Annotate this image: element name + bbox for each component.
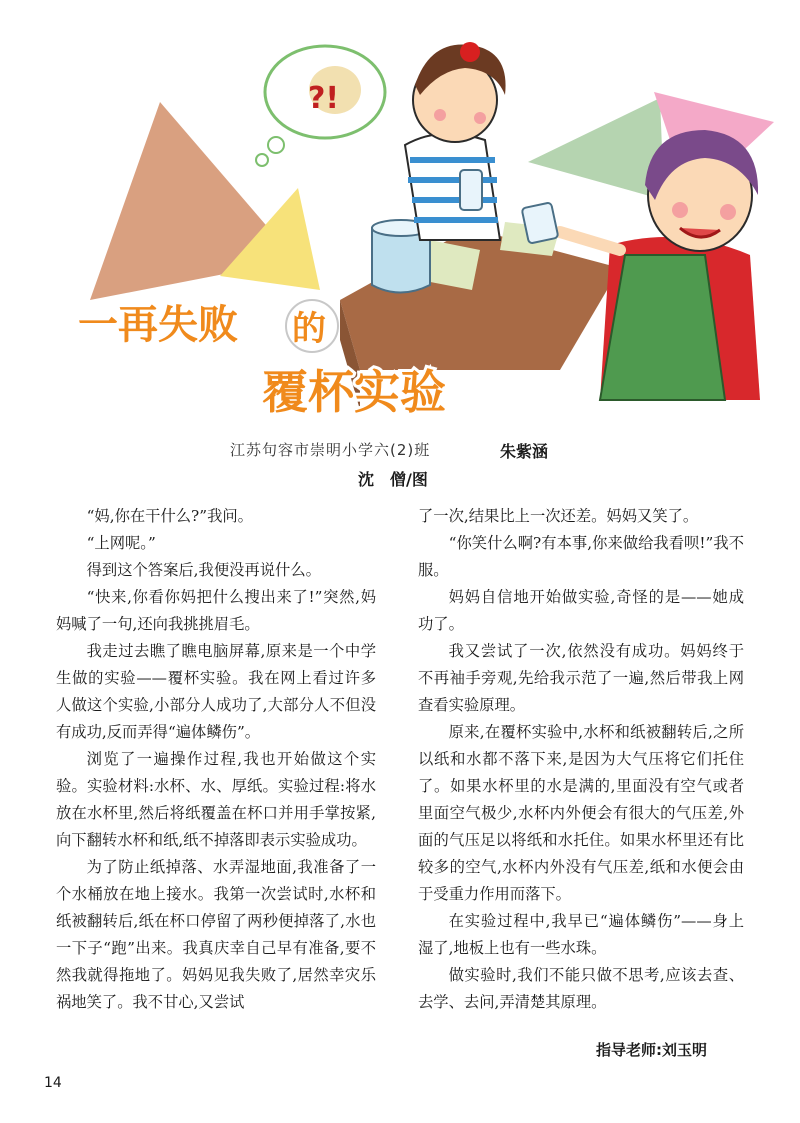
instructor-credit: 指导老师:刘玉明 <box>596 1041 707 1059</box>
paragraph: “快来,你看你妈把什么搜出来了!”突然,妈妈喊了一句,还向我挑挑眉毛。 <box>56 588 376 633</box>
green-triangle <box>528 98 664 200</box>
byline <box>0 437 800 463</box>
paragraph: “上网呢。” <box>86 534 156 552</box>
paragraph: 我走过去瞧了瞧电脑屏幕,原来是一个中学生做的实验——覆杯实验。我在网上看过许多人做这个实验,小部分人成功了,大部分人不但没有成功,反而弄得“遍体鳞伤”。 <box>56 642 376 741</box>
body-left-column <box>56 503 376 1016</box>
title-line1: 一再失败 <box>78 302 238 348</box>
paragraph: “你笑什么啊?有本事,你来做给我看呗!”我不服。 <box>418 534 744 579</box>
thought-bubble <box>256 46 385 166</box>
paragraph: 我又尝试了一次,依然没有成功。妈妈终于不再袖手旁观,先给我示范了一遍,然后带我上网查看实验原理。 <box>418 642 744 714</box>
paragraph: 在实验过程中,我早已“遍体鳞伤”——身上湿了,地板上也有一些水珠。 <box>418 912 744 957</box>
paragraph: 妈妈自信地开始做实验,奇怪的是——她成功了。 <box>418 588 744 633</box>
paragraph: 为了防止纸掉落、水弄湿地面,我准备了一个水桶放在地上接水。我第一次尝试时,水杯和纸被翻转后,纸在杯口停留了两秒便掉落了,水也一下子“跑”出来。我真庆幸自己早有准备,要不然我就得拖地了。妈妈见我失败了,居然幸灾乐祸地笑了。我不甘心,又尝试 <box>56 858 376 1011</box>
thought-bubble-text: ?! <box>308 81 340 116</box>
author-school: 江苏句容市崇明小学六(2)班 <box>230 441 431 459</box>
paragraph: 得到这个答案后,我便没再说什么。 <box>86 561 321 579</box>
title-line1-tail: 的 <box>292 309 326 349</box>
title-line2: 覆杯实验 <box>262 365 446 419</box>
page-number: 14 <box>44 1075 62 1091</box>
header-illustration <box>0 0 800 430</box>
paragraph: “妈,你在干什么?”我问。 <box>86 507 253 525</box>
paragraph: 浏览了一遍操作过程,我也开始做这个实验。实验材料:水杯、水、厚纸。实验过程:将水放在水杯里,然后将纸覆盖在杯口并用手掌按紧,向下翻转水杯和纸,纸不掉落即表示实验成功。 <box>56 750 376 849</box>
author-name: 朱紫涵 <box>500 442 549 461</box>
paragraph: 做实验时,我们不能只做不思考,应该去查、去学、去问,弄清楚其原理。 <box>418 966 744 1011</box>
paragraph-continued: 了一次,结果比上一次还差。妈妈又笑了。 <box>418 507 699 525</box>
illustrator-credit: 沈 僧/图 <box>358 470 428 489</box>
girl-character <box>405 42 506 240</box>
body-right-column <box>418 503 744 1016</box>
paragraph: 原来,在覆杯实验中,水杯和纸被翻转后,之所以纸和水都不落下来,是因为大气压将它们托住了。如果水杯里的水是满的,里面没有空气或者里面空气极少,水杯内外便会有很大的气压差,外面的气压足以将纸和水托住。如果水杯里还有比较多的空气,水杯内外没有气压差,纸和水便会由于受重力作用而落下。 <box>418 723 744 903</box>
